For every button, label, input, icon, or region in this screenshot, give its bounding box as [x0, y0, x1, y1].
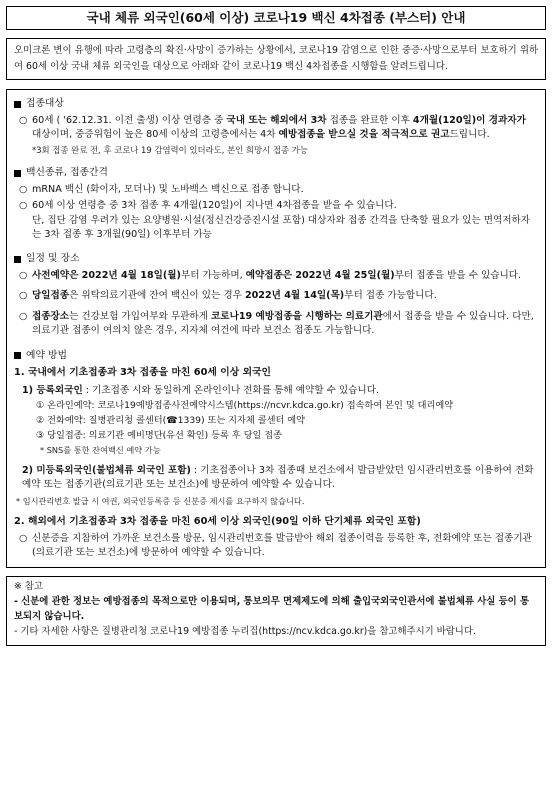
section-vaccine-heading: 백신종류, 접종간격 — [14, 166, 538, 181]
schedule-item-2: ○ 당일접종은 위탁의료기관에 잔여 백신이 있는 경우 2022년 4월 14일(목)부터 접종 가능합니다. — [14, 289, 538, 303]
circle-bullet-icon: ○ — [19, 290, 28, 302]
section-schedule-heading: 일정 및 장소 — [14, 252, 538, 267]
circle-bullet-icon: ○ — [19, 310, 28, 322]
circle-bullet-icon: ○ — [19, 183, 28, 195]
circle-bullet-icon: ○ — [19, 200, 28, 212]
reservation-phone: ② 전화예약: 질병관리청 콜센터(☎1339) 또는 지자체 콜센터 예약 — [36, 415, 306, 427]
square-bullet-icon — [14, 170, 21, 177]
circle-bullet-icon: ○ — [19, 114, 28, 126]
reservation-sns-note: * SNS를 통한 잔여백신 예약 가능 — [40, 444, 161, 455]
reference-website-note: - 기타 자세한 사항은 질병관리청 코로나19 예방접종 누리집(https://ncv.kdca.go.kr)을 참고해주시기 바랍니다. — [14, 626, 476, 638]
vaccine-item-2: ○ 60세 이상 연령층 중 3차 접종 후 4개월(120일)이 지나면 4차접종을 받을 수 있습니다. — [14, 199, 538, 213]
square-bullet-icon — [14, 352, 21, 359]
page-title: 국내 체류 외국인(60세 이상) 코로나19 백신 4차접종 (부스터) 안내 — [86, 9, 466, 25]
reference-privacy-note: - 신분에 관한 정보는 예방접종의 목적으로만 이용되며, 통보의무 면제제도에 의해 출입국외국인관서에 불법체류 사실 등이 통보되지 않습니다. — [14, 596, 530, 622]
reservation-online: ① 온라인예약: 코로나19예방접종사전예약시스템(https://ncvr.kdca.go.kr) 접속하여 본인 및 대리예약 — [36, 400, 454, 412]
intro-text: 오미크론 변이 유행에 따라 고령층의 확진·사망이 증가하는 상황에서, 코로나19 감염으로 인한 중증·사망으로부터 보호하기 위하여 60세 이상 국내 체류 외국인을 대상으로 아래와 같이 코로나19 백신 4차접종을 시행함을 알려드립니다. — [14, 45, 538, 72]
section-target-heading: 접종대상 — [14, 97, 538, 112]
reservation-domestic-heading: 1. 국내에서 기초접종과 3차 접종을 마친 60세 이상 외국인 — [14, 367, 272, 379]
square-bullet-icon — [14, 256, 21, 263]
schedule-item-3: ○ 접종장소는 건강보험 가입여부와 무관하게 코로나19 예방접종을 시행하는 의료기관에서 접종을 받을 수 있습니다. 다만, 의료기관 접종이 여의치 않은 경우, 지자체 여건에 따라 보건소 접종도 가능합니다. — [19, 310, 534, 337]
reference-heading: ※ 참고 — [14, 580, 43, 592]
notice-page — [6, 6, 546, 646]
overseas-item: ○ 신분증을 지참하여 가까운 보건소를 방문, 임시관리번호를 발급받아 해외 접종이력을 등록한 후, 전화예약 또는 접종기관(의료기관 또는 보건소)에 방문하여 예약할 수 있습니다. — [19, 532, 532, 559]
target-item: ○ 60세 ( '62.12.31. 이전 출생) 이상 연령층 중 국내 또는 해외에서 3차 접종을 완료한 이후 4개월(120일)이 경과자가 대상이며, 중증위험이 높은 80세 이상의 고령층에서는 4차 예방접종을 받으실 것을 적극적으로 권고드립니다. — [19, 114, 526, 141]
vaccine-item-2-continued: 단, 집단 감염 우려가 있는 요양병원·시설(정신건강증진시설 포함) 대상자와 접종 간격을 단축할 필요가 있는 면역저하자는 3차 접종 후 3개월(90일) 이후부터 가능 — [32, 214, 531, 240]
circle-bullet-icon: ○ — [19, 532, 28, 544]
unregistered-foreigner-item: 2) 미등록외국인(불법체류 외국인 포함) : 기초접종이나 3차 접종때 보건소에서 발급받았던 임시관리번호를 이용하여 전화예약 또는 접종기관(의료기관 또는 보건소)에 방문하여 예약할 수 있습니다. — [22, 465, 534, 491]
schedule-item-1: ○ 사전예약은 2022년 4월 18일(월)부터 가능하며, 예약접종은 2022년 4월 25일(월)부터 접종을 받을 수 있습니다. — [14, 269, 538, 283]
registered-foreigner-item: 1) 등록외국인 : 기초접종 시와 동일하게 온라인이나 전화를 통해 예약할 수 있습니다. — [22, 384, 380, 396]
reservation-sameday: ③ 당일접종: 의료기관 예비명단(유선 확인) 등록 후 당일 접종 — [36, 429, 282, 441]
title-box — [6, 6, 546, 30]
unregistered-note: * 임시관리번호 발급 시 여권, 외국인등록증 등 신분증 제시를 요구하지 않습니다. — [16, 495, 305, 506]
target-note: *3회 접종 완료 전, 후 코로나 19 감염력이 있더라도, 본인 희망시 접종 가능 — [32, 144, 308, 155]
main-content-box — [6, 89, 546, 568]
reservation-overseas-heading: 2. 해외에서 기초접종과 3차 접종을 마친 60세 이상 외국인(90일 이하 단기체류 외국인 포함) — [14, 516, 421, 528]
vaccine-item-1: ○ mRNA 백신 (화이자, 모더나) 및 노바백스 백신으로 접종 합니다. — [14, 183, 538, 197]
circle-bullet-icon: ○ — [19, 270, 28, 282]
square-bullet-icon — [14, 101, 21, 108]
section-reservation-heading: 예약 방법 — [14, 349, 538, 364]
reference-box — [6, 576, 546, 646]
intro-box — [6, 38, 546, 80]
